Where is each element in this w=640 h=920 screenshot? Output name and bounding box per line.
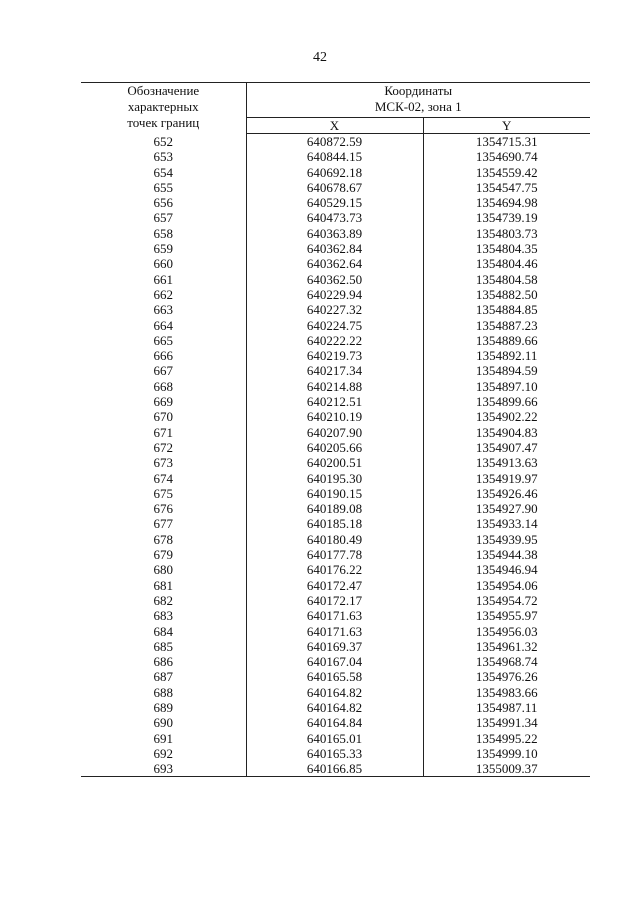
x-coordinate-cell: 640205.66 [246, 440, 423, 455]
y-coordinate-cell: 1354913.63 [475, 455, 538, 471]
table-row [81, 394, 590, 409]
table-row [81, 746, 590, 761]
table-row [81, 180, 590, 195]
point-number-cell: 663 [81, 302, 246, 317]
y-column-header: Y [423, 118, 590, 134]
table-row [81, 134, 590, 150]
y-coordinate-cell: 1354961.32 [475, 638, 538, 654]
x-coordinate-cell: 640195.30 [246, 471, 423, 486]
table-header [81, 83, 590, 134]
point-number-cell: 656 [81, 195, 246, 210]
table-row [81, 608, 590, 623]
y-coordinate-cell: 1354690.74 [475, 149, 538, 165]
y-coordinate-cell: 1354715.31 [475, 134, 538, 149]
table-row [81, 578, 590, 593]
x-coordinate-cell: 640190.15 [246, 486, 423, 501]
y-coordinate-cell: 1354944.38 [475, 547, 538, 563]
table-row [81, 149, 590, 164]
x-coordinate-cell: 640473.73 [246, 210, 423, 225]
table-row [81, 195, 590, 210]
point-number-cell: 668 [81, 379, 246, 394]
y-coordinate-cell: 1354884.85 [475, 302, 538, 318]
point-number-cell: 667 [81, 363, 246, 378]
x-coordinate-cell: 640176.22 [246, 562, 423, 577]
table-row [81, 272, 590, 287]
table-row [81, 639, 590, 654]
designation-header-line-3: точек границ [127, 115, 200, 130]
y-coordinate-cell: 1354882.50 [475, 286, 538, 302]
table-row [81, 425, 590, 440]
x-coordinate-cell: 640166.85 [246, 761, 423, 777]
x-coordinate-cell: 640172.47 [246, 578, 423, 593]
point-number-cell: 662 [81, 287, 246, 302]
table-row [81, 731, 590, 746]
point-number-cell: 685 [81, 639, 246, 654]
point-number-cell: 665 [81, 333, 246, 348]
y-coordinate-cell: 1354803.73 [475, 225, 538, 241]
x-coordinate-cell: 640362.64 [246, 256, 423, 271]
y-coordinate-cell: 1354954.06 [475, 577, 538, 593]
x-coordinate-cell: 640229.94 [246, 287, 423, 302]
y-coordinate-cell: 1354956.03 [475, 623, 538, 639]
x-coordinate-cell: 640171.63 [246, 608, 423, 623]
y-coordinate-cell: 1354902.22 [475, 409, 538, 425]
y-coordinate-cell: 1354919.97 [475, 470, 538, 486]
y-coordinate-cell: 1354995.22 [475, 730, 538, 746]
y-coordinate-cell: 1354926.46 [475, 485, 538, 501]
table-row [81, 501, 590, 516]
table-row [81, 318, 590, 333]
point-number-cell: 693 [81, 761, 246, 777]
y-coordinate-cell: 1354547.75 [475, 179, 538, 195]
table-row [81, 715, 590, 730]
x-coordinate-cell: 640164.82 [246, 700, 423, 715]
x-coordinate-cell: 640214.88 [246, 379, 423, 394]
y-coordinate-cell: 1354991.34 [475, 715, 538, 731]
designation-header [81, 83, 246, 134]
coordinates-header [246, 83, 590, 118]
table-row [81, 210, 590, 225]
point-number-cell: 682 [81, 593, 246, 608]
table-row [81, 440, 590, 455]
table-row [81, 333, 590, 348]
table-row [81, 486, 590, 501]
y-coordinate-cell: 1355009.37 [423, 761, 590, 777]
x-coordinate-cell: 640212.51 [246, 394, 423, 409]
table-row [81, 471, 590, 486]
x-coordinate-cell: 640678.67 [246, 180, 423, 195]
table-row [81, 761, 590, 777]
designation-header-line-2: характерных [127, 99, 199, 114]
y-coordinate-cell: 1354933.14 [475, 516, 538, 532]
table-row [81, 165, 590, 180]
table-row [81, 287, 590, 302]
point-number-cell: 652 [81, 134, 246, 150]
x-coordinate-cell: 640167.04 [246, 654, 423, 669]
y-coordinate-cell: 1354955.97 [475, 608, 538, 624]
x-coordinate-cell: 640219.73 [246, 348, 423, 363]
table-row [81, 409, 590, 424]
table-row [81, 348, 590, 363]
point-number-cell: 657 [81, 210, 246, 225]
x-coordinate-cell: 640189.08 [246, 501, 423, 516]
designation-header-line-1: Обозначение [127, 83, 200, 98]
point-number-cell: 673 [81, 455, 246, 470]
y-coordinate-cell: 1354946.94 [475, 562, 538, 578]
point-number-cell: 677 [81, 516, 246, 531]
y-coordinate-cell: 1354892.11 [476, 348, 538, 364]
point-number-cell: 691 [81, 731, 246, 746]
table-row [81, 532, 590, 547]
table-row [81, 669, 590, 684]
y-coordinate-cell: 1354968.74 [475, 654, 538, 670]
y-coordinate-cell: 1354804.46 [475, 256, 538, 272]
table-row [81, 455, 590, 470]
y-coordinate-cell: 1354804.35 [475, 241, 538, 257]
x-coordinate-cell: 640227.32 [246, 302, 423, 317]
y-coordinate-cell: 1354804.58 [475, 271, 538, 287]
y-coordinate-cell: 1354904.83 [475, 424, 538, 440]
point-number-cell: 671 [81, 425, 246, 440]
point-number-cell: 675 [81, 486, 246, 501]
table-row [81, 226, 590, 241]
point-number-cell: 670 [81, 409, 246, 424]
table-row [81, 302, 590, 317]
point-number-cell: 689 [81, 700, 246, 715]
x-coordinate-cell: 640171.63 [246, 624, 423, 639]
point-number-cell: 674 [81, 471, 246, 486]
point-number-cell: 659 [81, 241, 246, 256]
y-coordinate-cell: 1354954.72 [475, 592, 538, 608]
table-row [81, 624, 590, 639]
point-number-cell: 660 [81, 256, 246, 271]
table-row [81, 241, 590, 256]
point-number-cell: 688 [81, 685, 246, 700]
x-coordinate-cell: 640180.49 [246, 532, 423, 547]
x-coordinate-cell: 640224.75 [246, 318, 423, 333]
point-number-cell: 678 [81, 532, 246, 547]
point-number-cell: 669 [81, 394, 246, 409]
y-coordinate-cell: 1354927.90 [475, 501, 538, 517]
y-coordinate-cell: 1354987.11 [476, 699, 538, 715]
y-coordinate-cell: 1354694.98 [475, 195, 538, 211]
point-number-cell: 679 [81, 547, 246, 562]
coordinates-header-line-1: Координаты [384, 83, 453, 98]
x-column-header: X [246, 118, 423, 134]
y-coordinate-cell: 1354907.47 [475, 439, 538, 455]
coordinates-header-line-2: МСК-02, зона 1 [374, 99, 462, 114]
table-row [81, 685, 590, 700]
point-number-cell: 683 [81, 608, 246, 623]
point-number-cell: 658 [81, 226, 246, 241]
point-number-cell: 655 [81, 180, 246, 195]
y-coordinate-cell: 1354897.10 [475, 378, 538, 394]
point-number-cell: 686 [81, 654, 246, 669]
y-coordinate-cell: 1354739.19 [475, 210, 538, 226]
x-coordinate-cell: 640222.22 [246, 333, 423, 348]
y-coordinate-cell: 1354939.95 [475, 531, 538, 547]
x-coordinate-cell: 640177.78 [246, 547, 423, 562]
point-number-cell: 661 [81, 272, 246, 287]
x-coordinate-cell: 640529.15 [246, 195, 423, 210]
x-coordinate-cell: 640363.89 [246, 226, 423, 241]
x-coordinate-cell: 640872.59 [246, 134, 423, 150]
y-coordinate-cell: 1354983.66 [475, 684, 538, 700]
y-coordinate-cell: 1354559.42 [475, 164, 538, 180]
table-row [81, 363, 590, 378]
table-row [81, 547, 590, 562]
point-number-cell: 681 [81, 578, 246, 593]
x-coordinate-cell: 640164.84 [246, 715, 423, 730]
y-coordinate-cell: 1354999.10 [475, 745, 538, 761]
table-row [81, 562, 590, 577]
point-number-cell: 654 [81, 165, 246, 180]
point-number-cell: 684 [81, 624, 246, 639]
x-coordinate-cell: 640200.51 [246, 455, 423, 470]
point-number-cell: 680 [81, 562, 246, 577]
table-row [81, 256, 590, 271]
point-number-cell: 692 [81, 746, 246, 761]
x-coordinate-cell: 640164.82 [246, 685, 423, 700]
x-coordinate-cell: 640185.18 [246, 516, 423, 531]
table-body [81, 134, 590, 777]
point-number-cell: 666 [81, 348, 246, 363]
point-number-cell: 676 [81, 501, 246, 516]
point-number-cell: 672 [81, 440, 246, 455]
point-number-cell: 653 [81, 149, 246, 164]
table-row [81, 593, 590, 608]
point-number-cell: 690 [81, 715, 246, 730]
page-number: 42 [313, 50, 327, 65]
x-coordinate-cell: 640165.58 [246, 669, 423, 684]
x-coordinate-cell: 640165.01 [246, 731, 423, 746]
coordinates-table [81, 82, 590, 777]
x-coordinate-cell: 640207.90 [246, 425, 423, 440]
point-number-cell: 687 [81, 669, 246, 684]
y-coordinate-cell: 1354894.59 [475, 363, 538, 379]
table-row [81, 654, 590, 669]
x-coordinate-cell: 640362.84 [246, 241, 423, 256]
x-coordinate-cell: 640210.19 [246, 409, 423, 424]
x-coordinate-cell: 640169.37 [246, 639, 423, 654]
y-coordinate-cell: 1354976.26 [475, 669, 538, 685]
table-row [81, 379, 590, 394]
x-coordinate-cell: 640217.34 [246, 363, 423, 378]
x-coordinate-cell: 640362.50 [246, 272, 423, 287]
table-row [81, 700, 590, 715]
x-coordinate-cell: 640844.15 [246, 149, 423, 164]
y-coordinate-cell: 1354899.66 [475, 394, 538, 410]
y-coordinate-cell: 1354887.23 [475, 317, 538, 333]
point-number-cell: 664 [81, 318, 246, 333]
x-coordinate-cell: 640172.17 [246, 593, 423, 608]
table-row [81, 516, 590, 531]
x-coordinate-cell: 640165.33 [246, 746, 423, 761]
x-coordinate-cell: 640692.18 [246, 165, 423, 180]
y-coordinate-cell: 1354889.66 [475, 332, 538, 348]
